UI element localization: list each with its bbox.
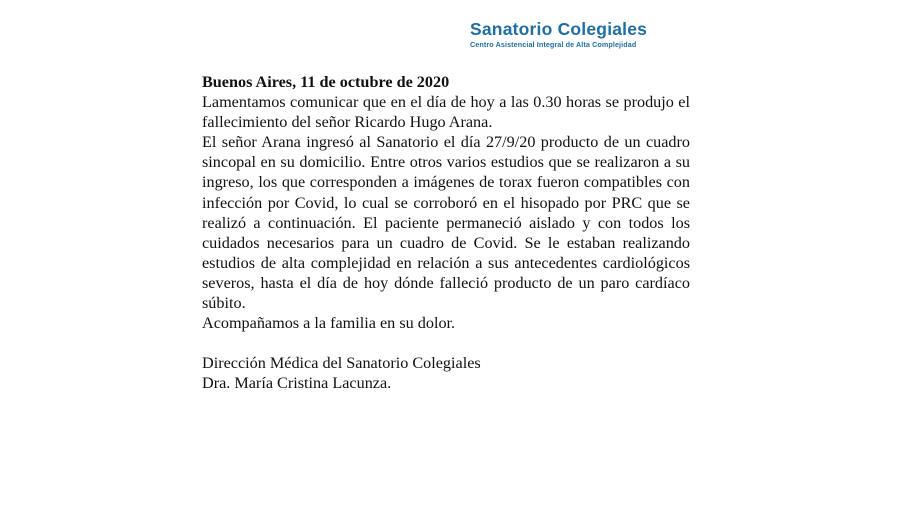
date-line: Buenos Aires, 11 de octubre de 2020 xyxy=(202,73,450,91)
signature-department: Dirección Médica del Sanatorio Colegiales xyxy=(202,354,481,373)
signature-name: Dra. María Cristina Lacunza. xyxy=(202,374,392,393)
spacer xyxy=(202,333,690,353)
logo-name xyxy=(470,20,690,39)
paragraph-condolences: Acompañamos a la familia en su dolor. xyxy=(202,314,456,333)
letter-text xyxy=(202,92,690,333)
paragraph-announcement: Lamentamos comunicar que en el día de hoy a las 0.30 horas se produjo el fallecimiento del señor Ricardo Hugo Arana. xyxy=(202,93,690,132)
logo-tagline: Centro Asistencial Integral de Alta Complejidad xyxy=(470,40,637,49)
logo-name-part1: Sanatorio xyxy=(470,19,553,39)
sanatorio-logo xyxy=(470,20,690,49)
letter-body xyxy=(202,72,690,394)
logo-name-part2: Colegiales xyxy=(557,19,648,39)
paragraph-details: El señor Arana ingresó al Sanatorio el día 27/9/20 producto de un cuadro sincopal en su domicilio. Entre otros varios estudios que se realizaron a su ingreso, los que corresponden a imágenes de torax fueron compatibles con infección por Covid, lo cual se corroboró en el hisopado por PRC que se realizó a continuación. El paciente permaneció aislado y con todos los cuidados necesarios para un cuadro de Covid. Se le estaban realizando estudios de alta complejidad en relación a sus antecedentes cardiológicos severos, hasta el día de hoy dónde falleció producto de un paro cardíaco súbito. xyxy=(202,133,690,313)
